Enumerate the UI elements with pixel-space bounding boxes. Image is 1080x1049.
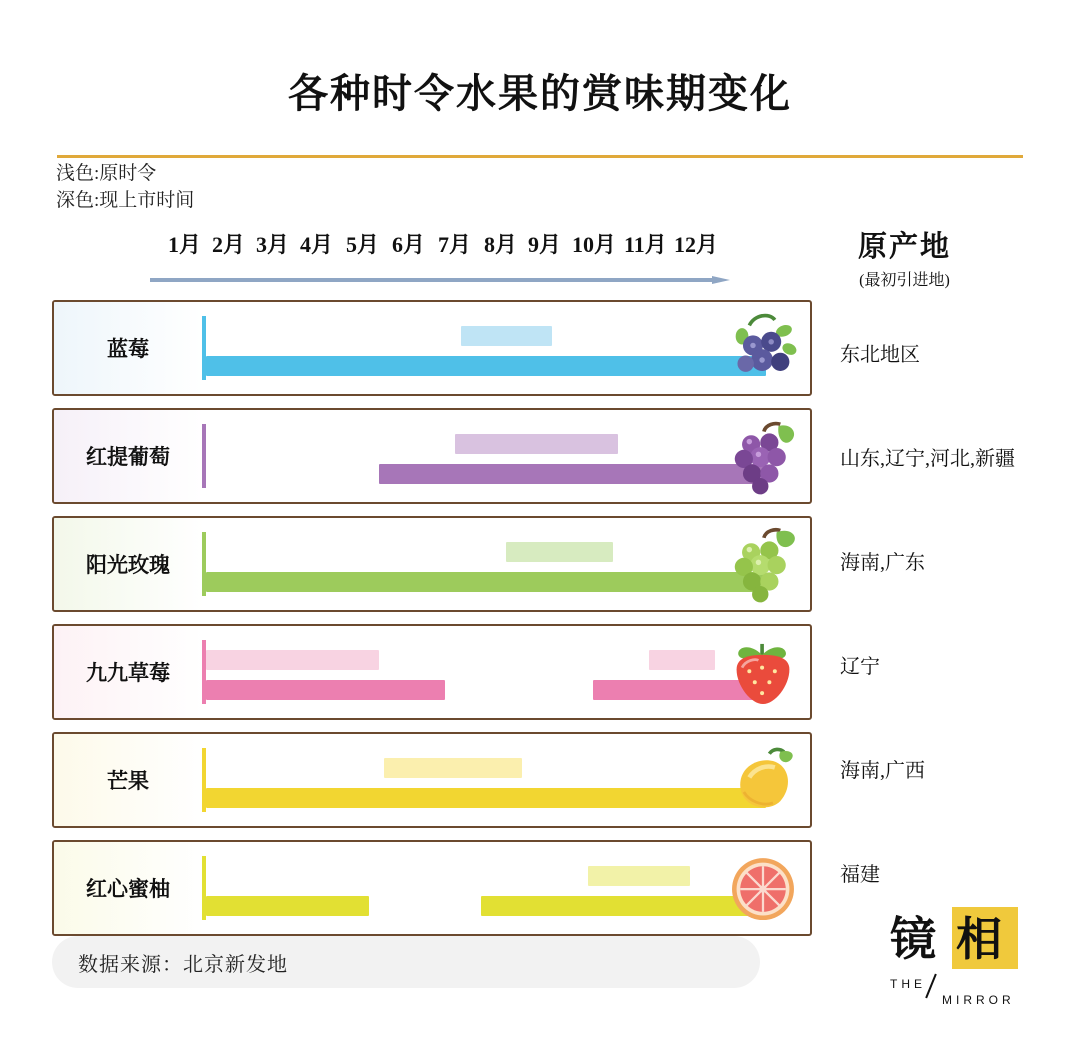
- row-axis-line: [202, 640, 206, 704]
- source-note: 数据来源：北京新发地: [52, 936, 760, 988]
- bar-dark: [379, 464, 766, 484]
- logo-the: THE: [890, 977, 926, 991]
- fruit-name-label: 蓝莓: [107, 337, 149, 361]
- origin-list: [840, 300, 1076, 924]
- bar-dark: [206, 788, 766, 808]
- bar-light: [461, 326, 553, 346]
- bar-track: [206, 410, 810, 502]
- month-label-11: 11月: [624, 232, 667, 257]
- table-row: [52, 516, 812, 612]
- month-label-12: 12月: [674, 232, 719, 257]
- row-axis-line: [202, 424, 206, 488]
- row-axis-line: [202, 748, 206, 812]
- origin-label: 福建: [840, 863, 880, 886]
- month-label-10: 10月: [572, 232, 617, 257]
- strawberry-icon: [722, 633, 804, 711]
- bar-dark: [206, 680, 445, 700]
- table-row: [52, 840, 812, 936]
- legend-dark-label: 深色:现上市时间: [56, 190, 195, 211]
- origin-title: 原产地: [858, 231, 952, 263]
- logo-char-xiang: 相: [956, 914, 1002, 965]
- logo-mirror: MIRROR: [942, 993, 1015, 1007]
- bar-light: [649, 650, 715, 670]
- month-label-2: 2月: [212, 232, 246, 257]
- logo-char-xiang-box: [952, 907, 1018, 969]
- origin-label: 海南,广东: [840, 551, 925, 574]
- blueberry-icon: [722, 309, 804, 387]
- chart-rows: [52, 300, 812, 948]
- origin-label: 辽宁: [840, 655, 880, 678]
- table-row: [52, 732, 812, 828]
- bar-light: [455, 434, 618, 454]
- bar-dark: [206, 356, 766, 376]
- brand-logo: [890, 903, 1022, 1007]
- bar-light: [206, 650, 379, 670]
- row-axis-line: [202, 532, 206, 596]
- month-label-3: 3月: [256, 232, 290, 257]
- month-axis-labels: [168, 228, 724, 259]
- table-row: [52, 624, 812, 720]
- month-label-8: 8月: [484, 232, 518, 257]
- green-grape-icon: [722, 525, 804, 603]
- mango-icon: [722, 741, 804, 819]
- legend: [56, 160, 194, 214]
- axis-arrow-icon: [150, 276, 730, 284]
- bar-track: [206, 626, 810, 718]
- origin-column-header: [858, 224, 951, 290]
- origin-label: 海南,广西: [840, 759, 925, 782]
- fruit-name-label: 九九草莓: [86, 661, 170, 685]
- fruit-name-label: 芒果: [107, 769, 149, 793]
- row-axis-line: [202, 316, 206, 380]
- bar-light: [506, 542, 613, 562]
- origin-label: 东北地区: [840, 343, 920, 366]
- logo-char-jing: 镜: [890, 914, 936, 965]
- month-label-5: 5月: [346, 232, 380, 257]
- logo-slash-icon: [925, 974, 937, 999]
- month-label-4: 4月: [300, 232, 334, 257]
- bar-track: [206, 302, 810, 394]
- month-label-9: 9月: [528, 232, 562, 257]
- fruit-name-label: 红提葡萄: [86, 445, 170, 469]
- bar-dark: [206, 896, 369, 916]
- month-label-7: 7月: [438, 232, 472, 257]
- pomelo-icon: [722, 849, 804, 927]
- origin-label: 山东,辽宁,河北,新疆: [840, 447, 1015, 470]
- month-label-6: 6月: [392, 232, 426, 257]
- bar-light: [588, 866, 690, 886]
- table-row: [52, 300, 812, 396]
- table-row: [52, 408, 812, 504]
- fruit-name-label: 阳光玫瑰: [86, 553, 170, 577]
- bar-track: [206, 518, 810, 610]
- page-title: 各种时令水果的赏味期变化: [288, 71, 792, 116]
- grape-icon: [722, 417, 804, 495]
- bar-track: [206, 842, 810, 934]
- month-label-1: 1月: [168, 232, 202, 257]
- legend-light-label: 浅色:原时令: [56, 163, 157, 184]
- fruit-name-label: 红心蜜柚: [86, 877, 170, 901]
- origin-subtitle: (最初引进地): [859, 272, 950, 289]
- bar-dark: [206, 572, 766, 592]
- row-axis-line: [202, 856, 206, 920]
- title-divider: [57, 155, 1023, 158]
- bar-track: [206, 734, 810, 826]
- bar-light: [384, 758, 521, 778]
